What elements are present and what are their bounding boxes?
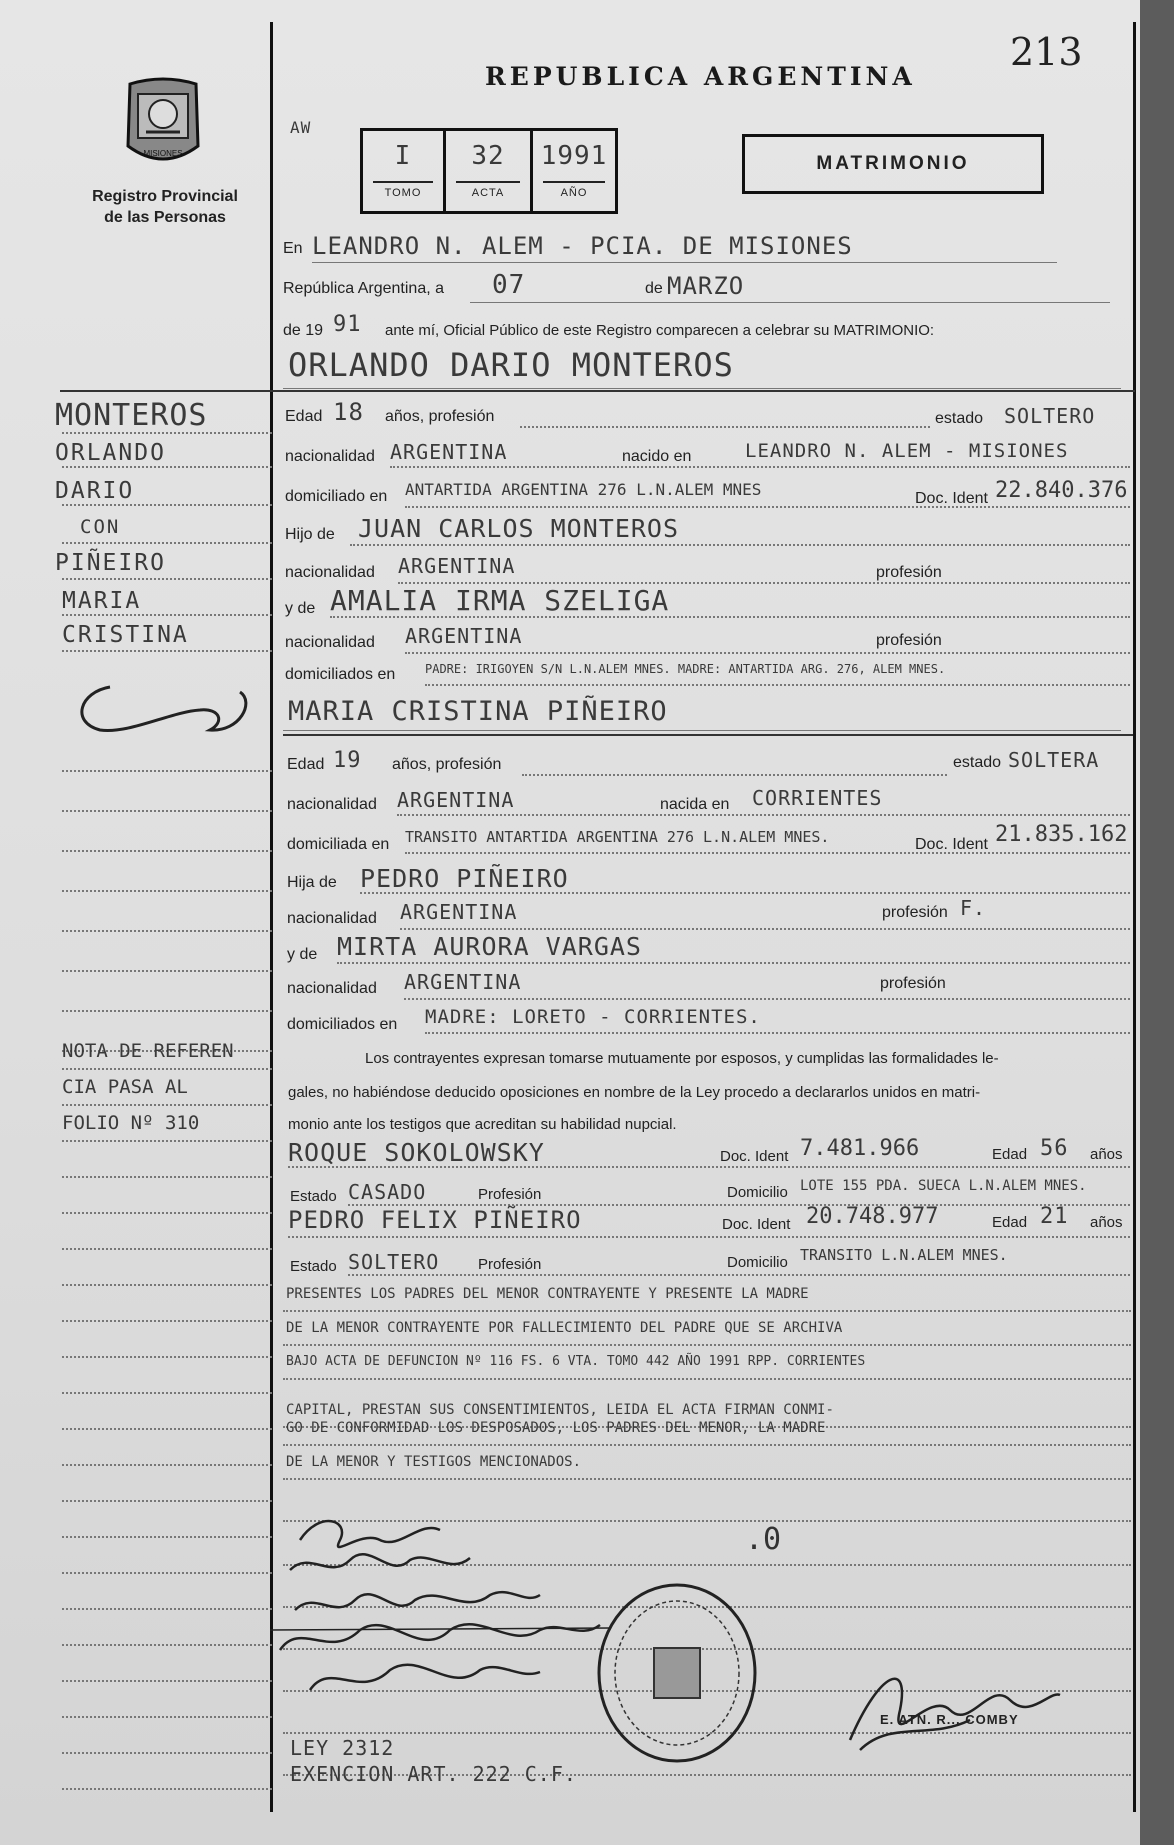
bride-age: 19 [333, 748, 362, 773]
witness-2-estado-label: Estado [290, 1258, 337, 1275]
groom-father-prof-label: profesión [876, 564, 942, 581]
groom-parents-address: PADRE: IRIGOYEN S/N L.N.ALEM MNES. MADRE: ANTARTIDA ARG. 276, ALEM MNES. [425, 662, 946, 676]
acta-value: 32 [471, 141, 505, 171]
groom-father: JUAN CARLOS MONTEROS [358, 514, 680, 543]
groom-full-name: ORLANDO DARIO MONTEROS [288, 346, 734, 384]
witness-1-edad-label: Edad [992, 1146, 1028, 1163]
groom-yde-label: y de [285, 600, 316, 617]
tomo-label: TOMO [384, 187, 422, 199]
groom-mother-prof-label: profesión [876, 632, 942, 649]
official-stamp-text: E. ATN. R... COMBY [880, 1712, 1019, 1727]
witness-1-age: 56 [1040, 1136, 1069, 1161]
bride-mother-prof-label: profesión [880, 975, 946, 992]
acta-label: ACTA [471, 187, 505, 199]
bride-father-prof-label: profesión [882, 904, 948, 921]
registry-office [70, 186, 260, 228]
witness-1-anos-label: años [1090, 1146, 1123, 1163]
witness-1-estado-label: Estado [290, 1188, 337, 1205]
bride-mother-nationality: ARGENTINA [404, 970, 522, 994]
svg-text:MISIONES: MISIONES [143, 149, 183, 158]
groom-mother: AMALIA IRMA SZELIGA [330, 584, 670, 617]
groom-parents-dom-label: domiciliados en [285, 666, 396, 683]
groom-age: 18 [333, 398, 364, 426]
observation-line-4: CAPITAL, PRESTAN SUS CONSENTIMIENTOS, LEIDA EL ACTA FIRMAN CONMI- [286, 1402, 834, 1418]
witness-1-doc-label: Doc. Ident [720, 1148, 789, 1165]
bride-nationality: ARGENTINA [397, 788, 515, 812]
year-suffix: 91 [333, 312, 362, 337]
witness-2-doc-label: Doc. Ident [722, 1216, 791, 1233]
bride-estado: SOLTERA [1008, 748, 1100, 772]
groom-nac-label: nacionalidad [285, 448, 375, 465]
official-round-stamp [592, 1578, 762, 1768]
witness-2-doc: 20.748.977 [806, 1204, 939, 1229]
registry-box [360, 128, 618, 214]
groom-estado: SOLTERO [1004, 404, 1096, 428]
ano-label: AÑO [560, 187, 588, 199]
witness-2-domicilio: TRANSITO L.N.ALEM MNES. [800, 1246, 1008, 1264]
bride-nac-label: nacionalidad [287, 796, 377, 813]
acta-cell [446, 131, 533, 211]
groom-doc: 22.840.376 [995, 478, 1128, 503]
declaration-line-2: gales, no habiéndose deducido oposiciones en nombre de la Ley procedo a declararlos unidos en matri- [288, 1084, 981, 1101]
witness-2-estado: SOLTERO [348, 1250, 440, 1274]
witness-2-edad-label: Edad [992, 1214, 1028, 1231]
bride-edad-label: Edad [287, 756, 325, 773]
bride-parents-address: MADRE: LORETO - CORRIENTES. [425, 1006, 761, 1028]
observation-line-2: DE LA MENOR CONTRAYENTE POR FALLECIMIENTO DEL PADRE QUE SE ARCHIVA [286, 1320, 843, 1336]
republic-label: República Argentina, a [283, 280, 444, 297]
footer-law: LEY 2312 [290, 1736, 395, 1760]
bride-address: TRANSITO ANTARTIDA ARGENTINA 276 L.N.ALEM MNES. [405, 828, 830, 846]
year-prefix: de 19 [283, 322, 324, 339]
signatures-scribble [270, 1500, 630, 1720]
marriage-day: 07 [492, 270, 526, 300]
groom-mother-nac-label: nacionalidad [285, 634, 375, 651]
declaration-line-3: monio ante los testigos que acreditan su habilidad nupcial. [288, 1116, 677, 1133]
margin-note-line-2: CIA PASA AL [62, 1076, 188, 1098]
groom-father-nationality: ARGENTINA [398, 554, 516, 578]
groom-age-prof-label: años, profesión [385, 408, 495, 425]
witness-2-name: PEDRO FELIX PIÑEIRO [288, 1206, 582, 1234]
provincial-seal-icon [118, 76, 208, 172]
document-title: REPUBLICA ARGENTINA [485, 62, 916, 91]
groom-nacido-label: nacido en [622, 448, 692, 465]
bride-doc-label: Doc. Ident [915, 836, 988, 853]
tomo-cell [363, 131, 446, 211]
margin-signature [70, 672, 260, 742]
margin-name-1: MONTEROS [55, 398, 208, 433]
margin-name-5: PIÑEIRO [55, 550, 166, 576]
official-signature [820, 1650, 1070, 1760]
ano-value: 1991 [540, 141, 608, 171]
bride-doc: 21.835.162 [995, 822, 1128, 847]
observation-line-1: PRESENTES LOS PADRES DEL MENOR CONTRAYENTE Y PRESENTE LA MADRE [286, 1286, 809, 1302]
bride-yde-label: y de [287, 946, 318, 963]
margin-note-line-3: FOLIO Nº 310 [62, 1112, 200, 1134]
witness-1-doc: 7.481.966 [800, 1136, 920, 1161]
witness-2-prof-label: Profesión [478, 1256, 542, 1273]
corner-mark: AW [290, 118, 312, 137]
bride-father: PEDRO PIÑEIRO [360, 864, 569, 893]
observation-line-5: GO DE CONFORMIDAD LOS DESPOSADOS, LOS PADRES DEL MENOR, LA MADRE [286, 1420, 826, 1436]
witness-1-name: ROQUE SOKOLOWSKY [288, 1138, 545, 1167]
margin-name-3: DARIO [55, 478, 135, 504]
en-label: En [283, 240, 303, 257]
groom-father-nac-label: nacionalidad [285, 564, 375, 581]
ano-cell [533, 131, 615, 211]
bride-mother: MIRTA AURORA VARGAS [337, 932, 642, 961]
groom-birthplace: LEANDRO N. ALEM - MISIONES [745, 440, 1069, 462]
groom-edad-label: Edad [285, 408, 323, 425]
office-line-2: de las Personas [104, 209, 226, 226]
office-line-1: Registro Provincial [92, 188, 238, 205]
observation-line-3: BAJO ACTA DE DEFUNCION Nº 116 FS. 6 VTA. TOMO 442 AÑO 1991 RPP. CORRIENTES [286, 1354, 866, 1369]
margin-note-line-1: NOTA DE REFEREN [62, 1040, 234, 1062]
bride-father-nationality: ARGENTINA [400, 900, 518, 924]
de-label: de [645, 280, 663, 297]
bride-age-prof-label: años, profesión [392, 756, 502, 773]
margin-name-6: MARIA [62, 588, 142, 614]
intro-text: ante mí, Oficial Público de este Registro comparecen a celebrar su MATRIMONIO: [385, 322, 935, 339]
bride-dom-label: domiciliada en [287, 836, 390, 853]
groom-nationality: ARGENTINA [390, 440, 508, 464]
margin-name-4: CON [80, 516, 121, 538]
bride-estado-label: estado [953, 754, 1002, 771]
groom-mother-nationality: ARGENTINA [405, 624, 523, 648]
bride-full-name: MARIA CRISTINA PIÑEIRO [288, 696, 668, 727]
groom-address: ANTARTIDA ARGENTINA 276 L.N.ALEM MNES [405, 480, 762, 499]
witness-1-prof-label: Profesión [478, 1186, 542, 1203]
marriage-place: LEANDRO N. ALEM - PCIA. DE MISIONES [312, 232, 853, 260]
bride-nacida-label: nacida en [660, 796, 730, 813]
witness-2-age: 21 [1040, 1204, 1069, 1229]
groom-dom-label: domiciliado en [285, 488, 388, 505]
right-margin-rule [1133, 22, 1136, 1812]
document-type-box: MATRIMONIO [742, 134, 1044, 194]
groom-doc-label: Doc. Ident [915, 490, 988, 507]
margin-name-7: CRISTINA [62, 622, 189, 648]
footer-exemption: EXENCION ART. 222 C.F. [290, 1762, 577, 1786]
bride-hija-label: Hija de [287, 874, 337, 891]
signature-mark: .0 [745, 1522, 782, 1557]
groom-estado-label: estado [935, 410, 984, 427]
witness-2-anos-label: años [1090, 1214, 1123, 1231]
page-number: 213 [1010, 30, 1083, 74]
bride-father-profession: F. [960, 896, 987, 920]
bride-parents-dom-label: domiciliados en [287, 1016, 398, 1033]
bride-birthplace: CORRIENTES [752, 786, 883, 810]
margin-name-2: ORLANDO [55, 440, 166, 466]
bride-mother-nac-label: nacionalidad [287, 980, 377, 997]
observation-line-6: DE LA MENOR Y TESTIGOS MENCIONADOS. [286, 1454, 582, 1470]
tomo-value: I [394, 141, 412, 171]
marriage-month: MARZO [667, 272, 745, 300]
witness-1-dom-label: Domicilio [727, 1184, 788, 1201]
witness-2-dom-label: Domicilio [727, 1254, 788, 1271]
witness-1-estado: CASADO [348, 1180, 427, 1204]
groom-hijo-label: Hijo de [285, 526, 335, 543]
declaration-line-1: Los contrayentes expresan tomarse mutuamente por esposos, y cumplidas las formalidades le- [365, 1050, 999, 1067]
bride-father-nac-label: nacionalidad [287, 910, 377, 927]
witness-1-domicilio: LOTE 155 PDA. SUECA L.N.ALEM MNES. [800, 1178, 1087, 1194]
